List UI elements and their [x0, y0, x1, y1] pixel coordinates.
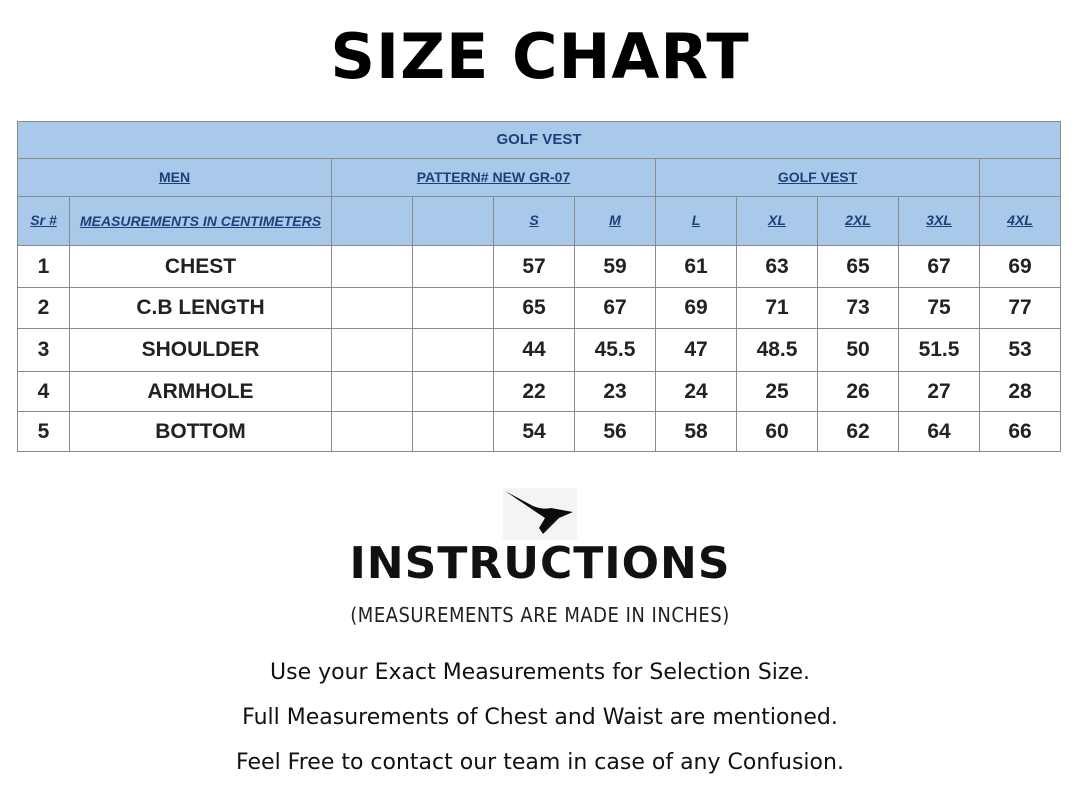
value-cell: 54 [494, 412, 575, 452]
column-header-blank-1 [332, 197, 413, 246]
column-header-sr-text: Sr # [30, 212, 57, 228]
size-label: M [609, 212, 621, 228]
page-title: SIZE CHART [330, 20, 750, 93]
blank-cell [332, 288, 413, 329]
value-cell: 27 [899, 372, 980, 412]
value-cell: 77 [980, 288, 1061, 329]
value-cell: 28 [980, 372, 1061, 412]
row-measurement-name: BOTTOM [70, 412, 332, 452]
instruction-line: Feel Free to contact our team in case of any Confusion. [236, 750, 844, 775]
column-header-measurements-text: MEASUREMENTS IN CENTIMETERS [79, 212, 322, 229]
value-cell: 47 [656, 329, 737, 372]
value-cell: 67 [575, 288, 656, 329]
value-cell: 66 [980, 412, 1061, 452]
column-header-size [899, 197, 980, 246]
value-cell: 22 [494, 372, 575, 412]
value-cell: 64 [899, 412, 980, 452]
value-cell: 44 [494, 329, 575, 372]
value-cell: 45.5 [575, 329, 656, 372]
table-row [18, 288, 1061, 329]
column-header-size [656, 197, 737, 246]
group-header-golf-vest-text: GOLF VEST [777, 168, 858, 185]
column-header-size [575, 197, 656, 246]
value-cell: 61 [656, 246, 737, 288]
row-sr: 5 [18, 412, 70, 452]
table-row [18, 329, 1061, 372]
value-cell: 24 [656, 372, 737, 412]
row-measurement-name: SHOULDER [70, 329, 332, 372]
column-header-size [818, 197, 899, 246]
group-header-pattern [332, 159, 656, 197]
group-header-pattern-text: PATTERN# NEW GR-07 [416, 168, 571, 185]
instruction-line: Use your Exact Measurements for Selection Size. [270, 660, 810, 685]
group-header-men [18, 159, 332, 197]
column-header-size [980, 197, 1061, 246]
instruction-line: Full Measurements of Chest and Waist are mentioned. [242, 705, 838, 730]
group-header-row [18, 159, 1061, 197]
blank-cell [413, 372, 494, 412]
row-measurement-name: C.B LENGTH [70, 288, 332, 329]
size-label: 4XL [1007, 212, 1033, 228]
bird-logo-icon [503, 488, 577, 540]
size-label: S [529, 212, 539, 228]
value-cell: 57 [494, 246, 575, 288]
group-header-empty [980, 159, 1061, 197]
value-cell: 67 [899, 246, 980, 288]
size-chart-table [17, 121, 1061, 452]
table-caption [18, 122, 1061, 159]
value-cell: 63 [737, 246, 818, 288]
row-sr: 1 [18, 246, 70, 288]
blank-cell [332, 372, 413, 412]
value-cell: 59 [575, 246, 656, 288]
blank-cell [332, 412, 413, 452]
blank-cell [413, 246, 494, 288]
value-cell: 23 [575, 372, 656, 412]
blank-cell [413, 329, 494, 372]
instructions-title: INSTRUCTIONS [349, 538, 731, 589]
value-cell: 51.5 [899, 329, 980, 372]
table-row [18, 246, 1061, 288]
column-header-sr [18, 197, 70, 246]
value-cell: 75 [899, 288, 980, 329]
value-cell: 69 [656, 288, 737, 329]
column-header-size [494, 197, 575, 246]
value-cell: 26 [818, 372, 899, 412]
row-sr: 2 [18, 288, 70, 329]
column-header-size [737, 197, 818, 246]
caption-text: GOLF VEST [496, 131, 582, 148]
value-cell: 69 [980, 246, 1061, 288]
size-label: 3XL [926, 212, 952, 228]
group-header-golf-vest [656, 159, 980, 197]
value-cell: 60 [737, 412, 818, 452]
instructions-subtitle: (MEASUREMENTS ARE MADE IN INCHES) [350, 603, 730, 627]
value-cell: 53 [980, 329, 1061, 372]
size-label: 2XL [845, 212, 871, 228]
value-cell: 65 [494, 288, 575, 329]
value-cell: 73 [818, 288, 899, 329]
size-label: XL [768, 212, 786, 228]
column-header-row [18, 197, 1061, 246]
row-measurement-name: ARMHOLE [70, 372, 332, 412]
value-cell: 58 [656, 412, 737, 452]
value-cell: 25 [737, 372, 818, 412]
size-label: L [691, 212, 701, 228]
column-header-blank-2 [413, 197, 494, 246]
blank-cell [332, 329, 413, 372]
blank-cell [413, 288, 494, 329]
caption-row [18, 122, 1061, 159]
value-cell: 71 [737, 288, 818, 329]
blank-cell [332, 246, 413, 288]
table-row [18, 412, 1061, 452]
value-cell: 50 [818, 329, 899, 372]
group-header-men-text: MEN [158, 168, 191, 185]
row-measurement-name: CHEST [70, 246, 332, 288]
column-header-measurements [70, 197, 332, 246]
table-row [18, 372, 1061, 412]
value-cell: 65 [818, 246, 899, 288]
blank-cell [413, 412, 494, 452]
row-sr: 4 [18, 372, 70, 412]
value-cell: 62 [818, 412, 899, 452]
value-cell: 56 [575, 412, 656, 452]
value-cell: 48.5 [737, 329, 818, 372]
row-sr: 3 [18, 329, 70, 372]
